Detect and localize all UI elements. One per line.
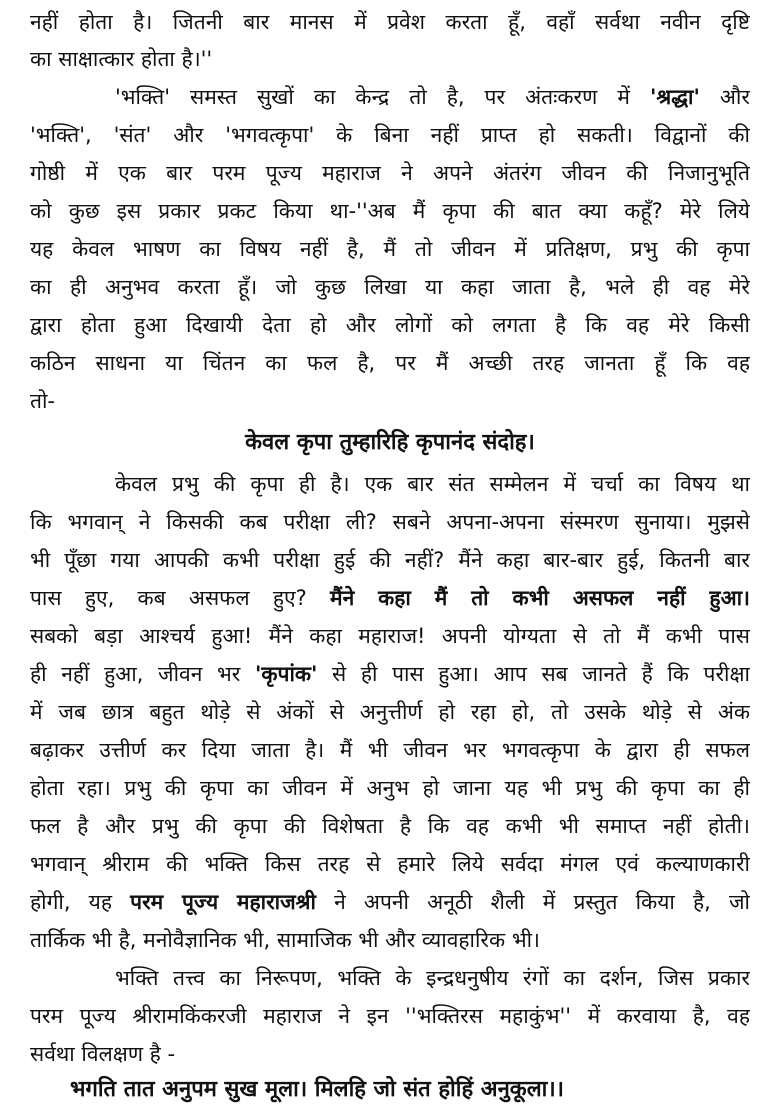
text-run: होता रहा। प्रभु की कृपा का जीवन में अनुभ हो जाना यह भी प्रभु की कृपा का ही [30, 776, 750, 800]
text-run: 'भक्ति' समस्त सुखों का केन्द्र तो है, पर अंतःकरण में [115, 85, 650, 109]
text-line-5 [30, 153, 750, 193]
text-run: द्वारा होता हुआ दिखायी देता हो और लोगों को लगता है कि वह मेरे किसी [30, 313, 750, 337]
text-run: का साक्षात्कार होता है।'' [30, 47, 213, 71]
bold-text: भगति तात अनुपम सुख मूला। मिलहि जो संत होहिं अनुकूला।। [70, 1077, 564, 1102]
text-line-7 [30, 229, 750, 269]
text-run: केवल प्रभु की कृपा ही है। एक बार संत सम्मेलन में चर्चा का विषय था [115, 472, 750, 496]
bold-text: 'श्रद्धा' [649, 85, 700, 109]
verse-kripa [0, 423, 780, 463]
text-run: फल है और प्रभु की कृपा की विशेषता है कि वह कभी भी समाप्त नहीं होती। [30, 814, 750, 838]
text-run: भक्ति तत्त्व का निरूपण, भक्ति के इन्द्रधनुषीय रंगों का दर्शन, जिस प्रकार [115, 966, 750, 990]
text-line-17 [30, 616, 750, 656]
text-line-1 [30, 2, 750, 42]
text-line-28 [30, 1034, 750, 1074]
bold-text: 'कृपांक' [254, 662, 318, 686]
text-run: तो- [30, 389, 55, 413]
text-line-22 [30, 806, 750, 846]
text-line-15 [30, 540, 750, 580]
text-run: कि भगवान् ने किसकी कब परीक्षा ली? सबने अपना-अपना संस्मरण सुनाया। मुझसे [30, 510, 750, 534]
text-line-21 [30, 768, 750, 808]
text-line-2 [30, 39, 750, 79]
text-run: तार्किक भी है, मनोवैज्ञानिक भी, सामाजिक भी और व्यावहारिक भी। [30, 928, 540, 952]
text-line-3 [115, 77, 750, 117]
text-run: भी पूँछा गया आपकी कभी परीक्षा हुई की नहीं? मैंने कहा बार-बार हुई, कितनी बार [30, 548, 750, 572]
text-line-11 [30, 381, 750, 421]
text-run: भगवान् श्रीराम की भक्ति किस तरह से हमारे लिये सर्वदा मंगल एवं कल्याणकारी [30, 852, 750, 876]
text-run: सर्वथा विलक्षण है - [30, 1042, 176, 1066]
text-line-27 [30, 996, 750, 1036]
text-run: नहीं होता है। जितनी बार मानस में प्रवेश करता हूँ, वहाँ सर्वथा नवीन दृष्टि [30, 10, 750, 34]
text-line-14 [30, 502, 750, 542]
bold-text: केवल कृपा तुम्हारिहि कृपानंद संदोह। [245, 430, 535, 455]
text-run: का ही अनुभव करता हूँ। जो कुछ लिखा या कहा जाता है, भले ही वह मेरे [30, 275, 750, 299]
text-line-6 [30, 191, 750, 231]
text-run: सबको बड़ा आश्चर्य हुआ! मैंने कहा महाराज! अपनी योग्यता से तो मैं कभी पास [30, 624, 750, 648]
bold-text: परम पूज्य महाराजश्री [130, 890, 316, 914]
text-line-13 [115, 464, 750, 504]
text-line-23 [30, 844, 750, 884]
text-line-16 [30, 578, 750, 618]
text-line-19 [30, 692, 750, 732]
text-run: गोष्ठी में एक बार परम पूज्य महाराज ने अपने अंतरंग जीवन की निजानुभूति [30, 161, 750, 185]
text-run: को कुछ इस प्रकार प्रकट किया था-''अब मैं कृपा की बात क्या कहूँ? मेरे लिये [30, 199, 750, 223]
text-run: 'भक्ति', 'संत' और 'भगवत्कृपा' के बिना नहीं प्राप्त हो सकती। विद्वानों की [30, 123, 750, 147]
text-line-20 [30, 730, 750, 770]
text-run: से ही पास हुआ। आप सब जानते हैं कि परीक्षा [317, 662, 750, 686]
text-run: में जब छात्र बहुत थोड़े से अंकों से अनुत्तीर्ण हो रहा हो, तो उसके थोड़े से अंक [30, 700, 750, 724]
text-line-26 [115, 958, 750, 998]
text-line-24 [30, 882, 750, 922]
text-line-4 [30, 115, 750, 155]
text-line-25 [30, 920, 750, 960]
text-run: कठिन साधना या चिंतन का फल है, पर मैं अच्छी तरह जानता हूँ कि वह [30, 351, 750, 375]
text-line-8 [30, 267, 750, 307]
verse-bhagati [70, 1070, 760, 1110]
text-run: ही नहीं हुआ, जीवन भर [30, 662, 255, 686]
text-run: पास हुए, कब असफल हुए? [30, 586, 331, 610]
text-run: और [699, 85, 750, 109]
text-run: बढ़ाकर उत्तीर्ण कर दिया जाता है। मैं भी जीवन भर भगवत्कृपा के द्वारा ही सफल [30, 738, 750, 762]
text-line-18 [30, 654, 750, 694]
text-line-10 [30, 343, 750, 383]
text-run: होगी, यह [30, 890, 131, 914]
text-run: ने अपनी अनूठी शैली में प्रस्तुत किया है, जो [315, 890, 750, 914]
text-line-9 [30, 305, 750, 345]
text-run: यह केवल भाषण का विषय नहीं है, मैं तो जीवन में प्रतिक्षण, प्रभु की कृपा [30, 237, 750, 261]
bold-text: मैंने कहा मैं तो कभी असफल नहीं हुआ। [330, 586, 750, 610]
text-run: परम पूज्य श्रीरामकिंकरजी महाराज ने इन ''भक्तिरस महाकुंभ'' में करवाया है, वह [30, 1004, 750, 1028]
